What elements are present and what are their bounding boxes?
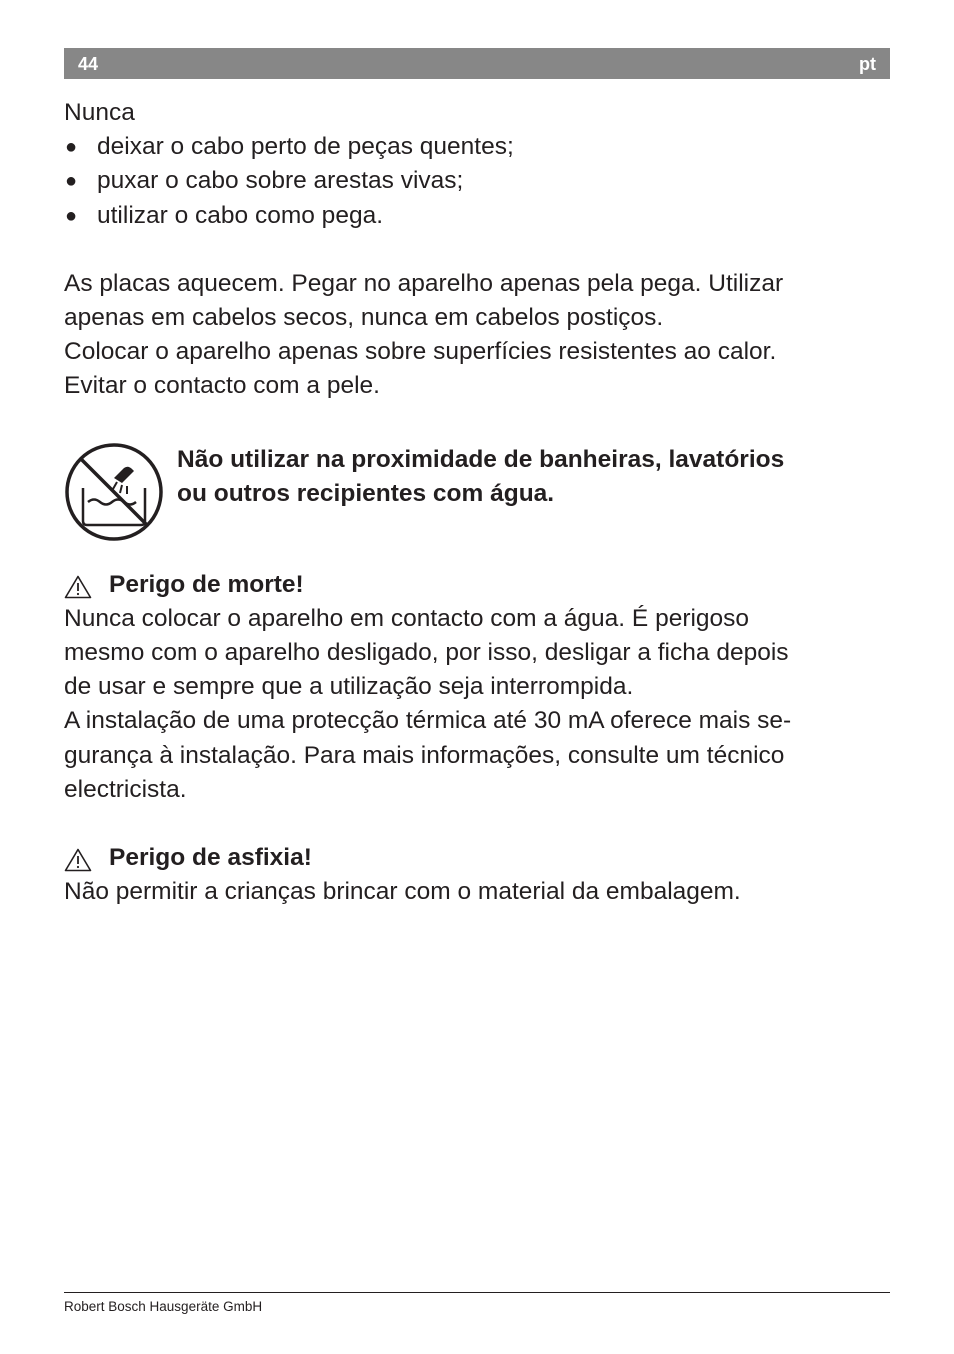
text-line: Evitar o contacto com a pele. <box>64 372 380 400</box>
text-line: Não permitir a crianças brincar com o material da embalagem. <box>64 878 741 906</box>
language-code: pt <box>859 54 876 74</box>
list-item: ● deixar o cabo perto de peças quentes; <box>64 130 894 164</box>
text-line: apenas em cabelos secos, nunca em cabelos postiços. <box>64 304 664 332</box>
bullet-icon: ● <box>65 170 78 193</box>
danger-suffocation-heading: Perigo de asfixia! <box>64 841 894 875</box>
no-water-bath-icon <box>64 442 164 542</box>
nunca-intro: Nunca <box>64 99 135 126</box>
text-line: mesmo com o aparelho desligado, por isso, desligar a ficha depois <box>64 639 789 667</box>
list-item: ● utilizar o cabo como pega. <box>64 199 894 233</box>
footer-divider <box>64 1292 890 1293</box>
text-line: de usar e sempre que a utilização seja interrompida. <box>64 673 634 701</box>
text-line: electricista. <box>64 775 187 803</box>
water-warning-text: Não utilizar na proximidade de banheiras, lavatórios ou outros recipientes com água. <box>177 445 785 507</box>
text-line: gurança à instalação. Para mais informações, consulte um técnico <box>64 741 785 769</box>
danger-death-heading: Perigo de morte! <box>64 568 894 602</box>
page-header-bar <box>64 48 890 79</box>
text-line: As placas aquecem. Pegar no aparelho apenas pela pega. Utilizar <box>64 269 784 297</box>
page-number: 44 <box>78 54 99 74</box>
water-warning <box>64 442 894 568</box>
page-content <box>64 96 894 909</box>
bullet-icon: ● <box>65 136 78 159</box>
text-line: Colocar o aparelho apenas sobre superfícies resistentes ao calor. <box>64 338 777 366</box>
text-line: Nunca colocar o aparelho em contacto com a água. É perigoso <box>64 604 750 632</box>
warning-triangle-icon <box>64 575 92 599</box>
footer-company: Robert Bosch Hausgeräte GmbH <box>64 1299 263 1314</box>
bullet-icon: ● <box>65 204 78 227</box>
text-line: A instalação de uma protecção térmica até 30 mA oferece mais se- <box>64 707 792 735</box>
warning-triangle-icon <box>64 848 92 872</box>
list-item: ● puxar o cabo sobre arestas vivas; <box>64 164 894 198</box>
